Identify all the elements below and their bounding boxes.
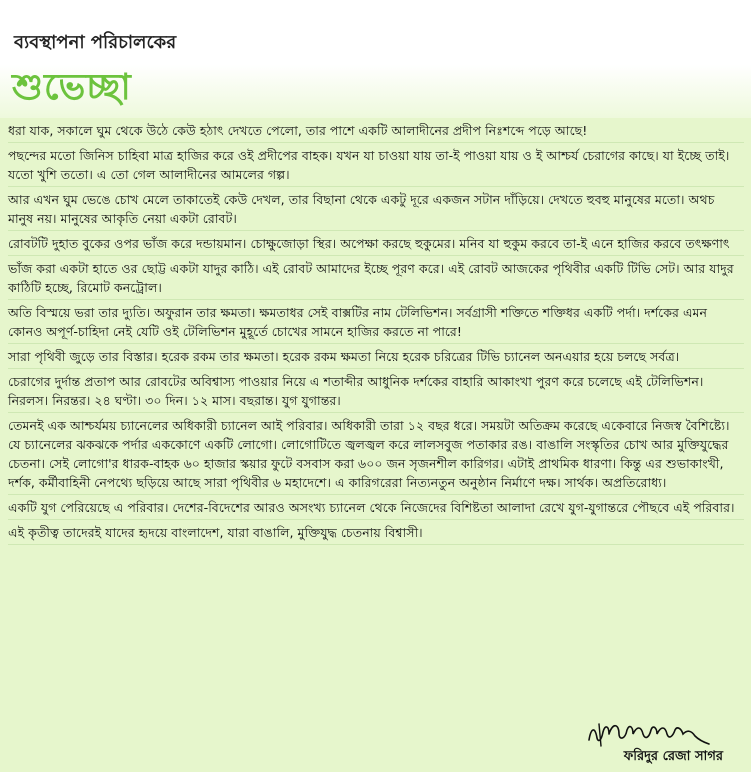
paragraph: ধরা যাক, সকালে ঘুম থেকে উঠে কেউ হঠাৎ দেখতে পেলো, তার পাশে একটি আলাদীনের প্রদীপ নিঃশব্দে পড়ে আছে! — [8, 120, 744, 143]
message-body — [8, 120, 744, 547]
paragraph: ভাঁজ করা একটা হাতে ওর ছোট্ট একটা যাদুর কাঠি। এই রোবট আমাদের ইচ্ছে পূরণ করে। এই রোবট আজকের পৃথিবীর একটি টিভি সেট। আর যাদুর কাঠিটি হচ্ছে, রিমোট কনট্রোল। — [8, 258, 744, 300]
paragraph: পছন্দের মতো জিনিস চাহিবা মাত্র হাজির করে ওই প্রদীপের বাহক। যখন যা চাওয়া যায় তা-ই পাওয়া যায় ও ই আশ্চর্য চেরাগের কাছে। যা ইচ্ছে তাই। যতো খুশি ততো। এ তো গেল আলাদীনের আমলের গল্প। — [8, 145, 744, 187]
paragraph: চেরাগের দুর্দান্ত প্রতাপ আর রোবটের অবিশ্বাস্য পাওয়ার নিয়ে এ শতাব্দীর আধুনিক দর্শকের বাহারি আকাংখা পুরণ করে চলেছে এই টেলিভিশন। নিরলস। নিরন্তর। ২৪ ঘণ্টা। ৩০ দিন। ১২ মাস। বছরান্ত। যুগ যুগান্তর। — [8, 371, 744, 413]
paragraph: সারা পৃথিবী জুড়ে তার বিস্তার। হরেক রকম তার ক্ষমতা। হরেক রকম ক্ষমতা নিয়ে হরেক চরিত্রের টিভি চ্যানেল অনএয়ার হয়ে চলছে সর্বত্র। — [8, 346, 744, 369]
paragraph: একটি যুগ পেরিয়েছে এ পরিবার। দেশের-বিদেশের আরও অসংখ্য চ্যানেল থেকে নিজেদের বিশিষ্টতা আলাদা রেখে যুগ-যুগান্তরে পৌছবে এই পরিবার। — [8, 497, 744, 520]
page-title: শুভেচ্ছা — [12, 67, 132, 108]
signature-image — [585, 712, 715, 752]
page-subtitle: ব্যবস্থাপনা পরিচালকের — [14, 32, 177, 53]
paragraph: অতি বিস্ময়ে ভরা তার দ্যুতি। অফুরান তার ক্ষমতা। ক্ষমতাধর সেই বাক্সটির নাম টেলিভিশন। সর্বগ্রাসী শক্তিতে শক্তিধর একটি পর্দা। দর্শকের এমন কোনও অপূর্ণ-চাহিদা নেই যেটি ওই টেলিভিশন মুহূর্তে চোখের সামনে হাজির করতে না পারে! — [8, 302, 744, 344]
paragraph: আর এখন ঘুম ভেঙে চোখ মেলে তাকাতেই কেউ দেখল, তার বিছানা থেকে একটু দূরে একজন সটান দাঁড়িয়ে। দেখতে হুবহু মানুষের মতো। অথচ মানুষ নয়। মানুষের আকৃতি নেয়া একটা রোবট। — [8, 189, 744, 231]
header-banner — [0, 0, 751, 118]
signer-name: ফরিদুর রেজা সাগর — [623, 749, 723, 764]
paragraph: তেমনই এক আশ্চর্যময় চ্যানেলের অধিকারী চ্যানেল আই পরিবার। অধিকারী তারা ১২ বছর ধরে। সময়টা অতিক্রম করেছে একেবারে নিজস্ব বৈশিষ্ট্যে। যে চ্যানেলের ঝকঝকে পর্দার এককোণে একটি লোগো। লোগোটিতে জ্বলজ্বল করে লালসবুজ পতাকার রঙ। বাঙালি সংস্কৃতির চোখ আর মুক্তিযুদ্ধের চেতনা। সেই লোগো'র ধারক-বাহক ৬০ হাজার স্কয়ার ফুটে বসবাস করা ৬০০ জন সৃজনশীল কারিগর। এটাই প্রাথমিক ধারণা। কিন্তু এর শুভাকাংখী, দর্শক, কর্মীবাহিনী নেপথ্যে ছড়িয়ে আছে সারা পৃথিবীর ৬ মহাদেশে। এ কারিগরেরা নিত্যনতুন অনুষ্ঠান নির্মাণে দক্ষ। সার্থক। অপ্রতিরোধ্য। — [8, 415, 744, 495]
paragraph: রোবটটি দুহাত বুকের ওপর ভাঁজ করে দন্ডায়মান। চোক্ষুজোড়া স্থির। অপেক্ষা করছে হুকুমের। মনিব যা হুকুম করবে তা-ই এনে হাজির করবে তৎক্ষণাৎ — [8, 233, 744, 256]
paragraph: এই কৃতীত্ব তাদেরই যাদের হৃদয়ে বাংলাদেশ, যারা বাঙালি, মুক্তিযুদ্ধ চেতনায় বিশ্বাসী। — [8, 522, 744, 545]
